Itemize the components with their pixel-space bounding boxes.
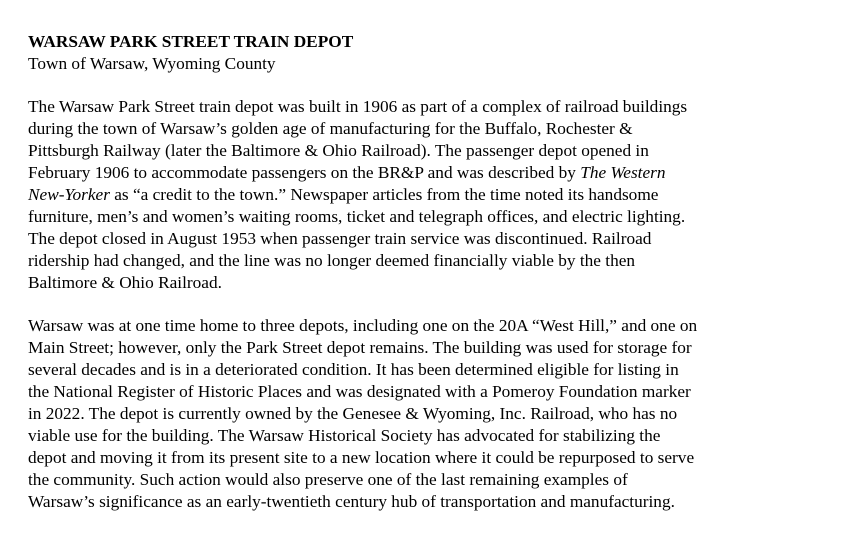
text-line — [28, 162, 848, 184]
text-line: ridership had changed, and the line was no longer deemed financially viable by the then — [28, 251, 636, 270]
text-line: in 2022. The depot is currently owned by the Genesee & Wyoming, Inc. Railroad, who has no — [28, 404, 678, 423]
document-subtitle: Town of Warsaw, Wyoming County — [28, 54, 276, 73]
paragraph-current-status — [28, 315, 848, 513]
text-line-rest: as “a credit to the town.” Newspaper articles from the time noted its handsome — [109, 185, 659, 204]
text-line: furniture, men’s and women’s waiting rooms, ticket and telegraph offices, and electric lighting. — [28, 207, 686, 226]
text-line-start: February 1906 to accommodate passengers on the BR&P and was described by — [28, 163, 581, 182]
text-line: Baltimore & Ohio Railroad. — [28, 273, 222, 292]
text-line: Pittsburgh Railway (later the Baltimore & Ohio Railroad). The passenger depot opened in — [28, 141, 649, 160]
text-line: Warsaw was at one time home to three depots, including one on the 20A “West Hill,” and one on — [28, 316, 698, 335]
text-line: viable use for the building. The Warsaw Historical Society has advocated for stabilizing the — [28, 426, 661, 445]
text-line: during the town of Warsaw’s golden age of manufacturing for the Buffalo, Rochester & — [28, 119, 633, 138]
document-title: WARSAW PARK STREET TRAIN DEPOT — [28, 32, 354, 51]
text-line: The Warsaw Park Street train depot was built in 1906 as part of a complex of railroad buildings — [28, 97, 688, 116]
text-line: the community. Such action would also preserve one of the last remaining examples of — [28, 470, 628, 489]
text-line: several decades and is in a deteriorated condition. It has been determined eligible for listing in — [28, 360, 679, 379]
newspaper-title-italic: The Western — [580, 163, 666, 182]
text-line — [28, 184, 848, 206]
text-line: Warsaw’s significance as an early-twentieth century hub of transportation and manufacturing. — [28, 492, 675, 511]
text-line: depot and moving it from its present site to a new location where it could be repurposed to serve — [28, 448, 695, 467]
document-page — [28, 31, 848, 534]
text-line: Main Street; however, only the Park Street depot remains. The building was used for storage for — [28, 338, 692, 357]
newspaper-title-italic: New-Yorker — [28, 185, 110, 204]
text-line: The depot closed in August 1953 when passenger train service was discontinued. Railroad — [28, 229, 652, 248]
paragraph-history — [28, 96, 848, 294]
text-line: the National Register of Historic Places and was designated with a Pomeroy Foundation marker — [28, 382, 691, 401]
